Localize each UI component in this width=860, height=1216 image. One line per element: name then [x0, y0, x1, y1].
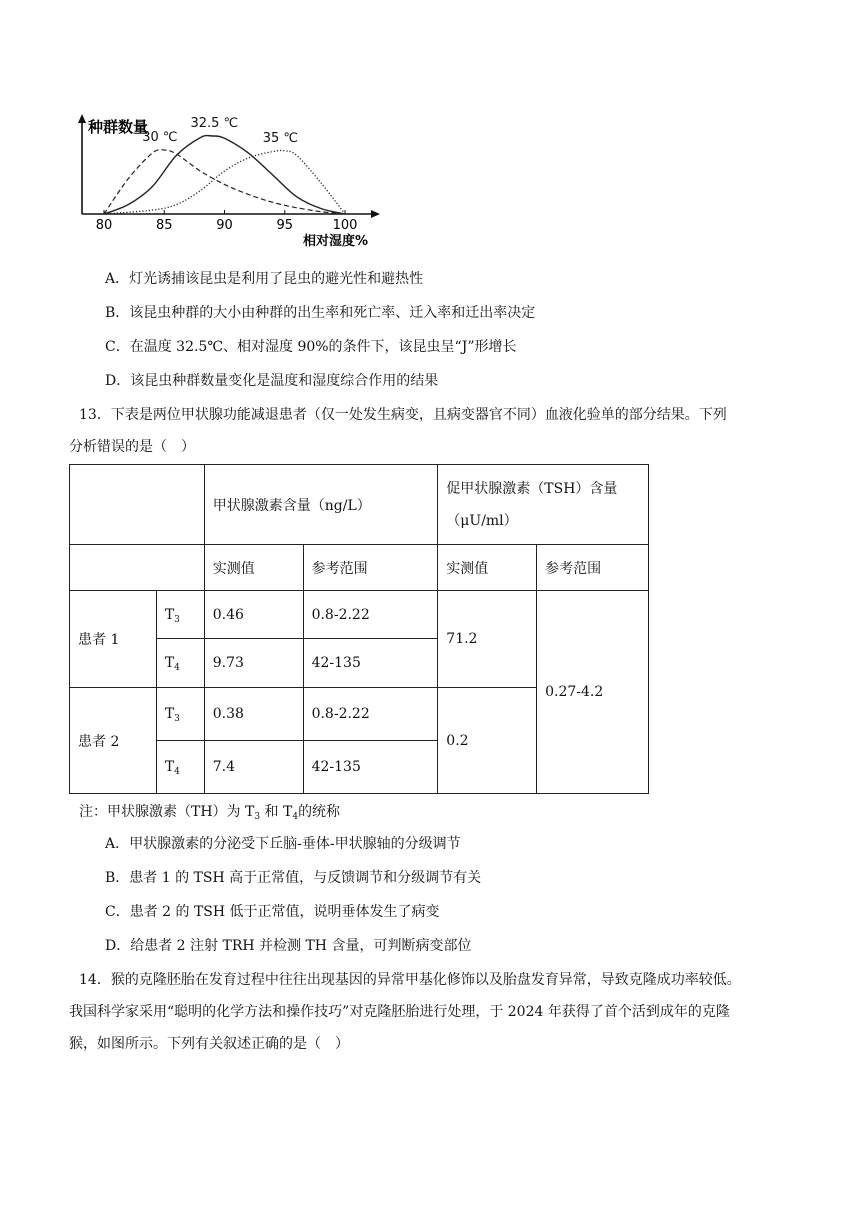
q12-option-d: D．该昆虫种群数量变化是温度和湿度综合作用的结果 — [105, 373, 439, 389]
series-line-3 — [104, 150, 345, 214]
p1-t3-label: $T_3$ — [156, 591, 204, 639]
patient1-label: 患者 1 — [70, 591, 157, 688]
x-tick-label: 100 — [332, 218, 358, 233]
x-tick-label: 85 — [155, 218, 173, 233]
q14-stem-line1: 14．猴的克隆胚胎在发育过程中往往出现基因的异常甲基化修饰以及胎盘发育异常，导致克隆成功率较低。 — [79, 972, 741, 988]
tsh-measured-header: 实测值 — [438, 545, 537, 591]
p2-t4-value: 7.4 — [204, 741, 303, 794]
patient2-label: 患者 2 — [70, 688, 157, 794]
series-line-2 — [104, 136, 345, 214]
th-header: 甲状腺激素含量（ng/L） — [204, 465, 438, 545]
th-reference-header: 参考范围 — [303, 545, 438, 591]
blood-test-table — [69, 464, 649, 794]
q13-stem-line1: 13．下表是两位甲状腺功能减退患者（仅一处发生病变，且病变器官不同）血液化验单的部分结果。下列 — [79, 407, 727, 423]
th-measured-header: 实测值 — [204, 545, 303, 591]
tsh-header — [438, 465, 649, 545]
q13-option-a: A．甲状腺激素的分泌受下丘脑-垂体-甲状腺轴的分级调节 — [105, 836, 461, 852]
tsh-reference-header: 参考范围 — [537, 545, 649, 591]
x-tick-label: 90 — [216, 218, 233, 233]
p2-t4-reference: 42-135 — [303, 741, 438, 794]
q13-option-d: D．给患者 2 注射 TRH 并检测 TH 含量，可判断病变部位 — [105, 938, 472, 954]
p2-t4-label: $T_4$ — [156, 741, 204, 794]
y-axis-arrow — [78, 114, 86, 123]
series-label-2: 32.5 ℃ — [190, 116, 239, 131]
p1-t3-reference: 0.8-2.22 — [303, 591, 438, 639]
y-axis-label: 种群数量 — [88, 118, 149, 136]
series-label-1: 30 ℃ — [142, 130, 178, 146]
q12-option-c: C．在温度 32.5℃、相对湿度 90%的条件下，该昆虫呈“J”形增长 — [105, 339, 517, 355]
x-axis-label: 相对湿度% — [303, 234, 369, 249]
x-axis-arrow — [371, 210, 380, 218]
tsh-header-line2: （μU/ml） — [446, 512, 518, 529]
p1-t4-value: 9.73 — [204, 639, 303, 688]
q14-stem-line2: 我国科学家采用“聪明的化学方法和操作技巧”对克隆胚胎进行处理，于 2024 年获得了首个活到成年的克隆 — [69, 1004, 730, 1020]
q12-option-b: B．该昆虫种群的大小由种群的出生率和死亡率、迁入率和迁出率决定 — [105, 305, 536, 321]
table-note: 注：甲状腺激素（TH）为 $T_3$ 和 $T_4$的统称 — [79, 804, 341, 822]
p1-tsh-value: 71.2 — [438, 591, 537, 688]
p2-t3-value: 0.38 — [204, 688, 303, 741]
tsh-reference-range: 0.27-4.2 — [537, 591, 649, 794]
q13-stem-line2: 分析错误的是（ ） — [69, 439, 195, 455]
table-empty-cell — [70, 545, 205, 591]
p2-t3-reference: 0.8-2.22 — [303, 688, 438, 741]
x-tick-label: 80 — [95, 218, 113, 233]
q14-stem-line3: 猴，如图所示。下列有关叙述正确的是（ ） — [69, 1036, 349, 1052]
p1-t4-label: $T_4$ — [156, 639, 204, 688]
q12-option-a: A．灯光诱捕该昆虫是利用了昆虫的避光性和避热性 — [105, 271, 424, 287]
series-label-3: 35 ℃ — [262, 130, 299, 146]
tsh-header-line1: 促甲状腺激素（TSH）含量 — [446, 480, 618, 497]
p2-tsh-value: 0.2 — [438, 688, 537, 794]
p2-t3-label: $T_3$ — [156, 688, 204, 741]
p1-t4-reference: 42-135 — [303, 639, 438, 688]
p1-t3-value: 0.46 — [204, 591, 303, 639]
q13-option-c: C．患者 2 的 TSH 低于正常值，说明垂体发生了病变 — [105, 904, 440, 920]
q13-option-b: B．患者 1 的 TSH 高于正常值，与反馈调节和分级调节有关 — [105, 870, 482, 886]
x-tick-label: 95 — [276, 218, 294, 233]
population-humidity-chart — [60, 108, 400, 250]
table-corner-cell — [70, 465, 205, 545]
